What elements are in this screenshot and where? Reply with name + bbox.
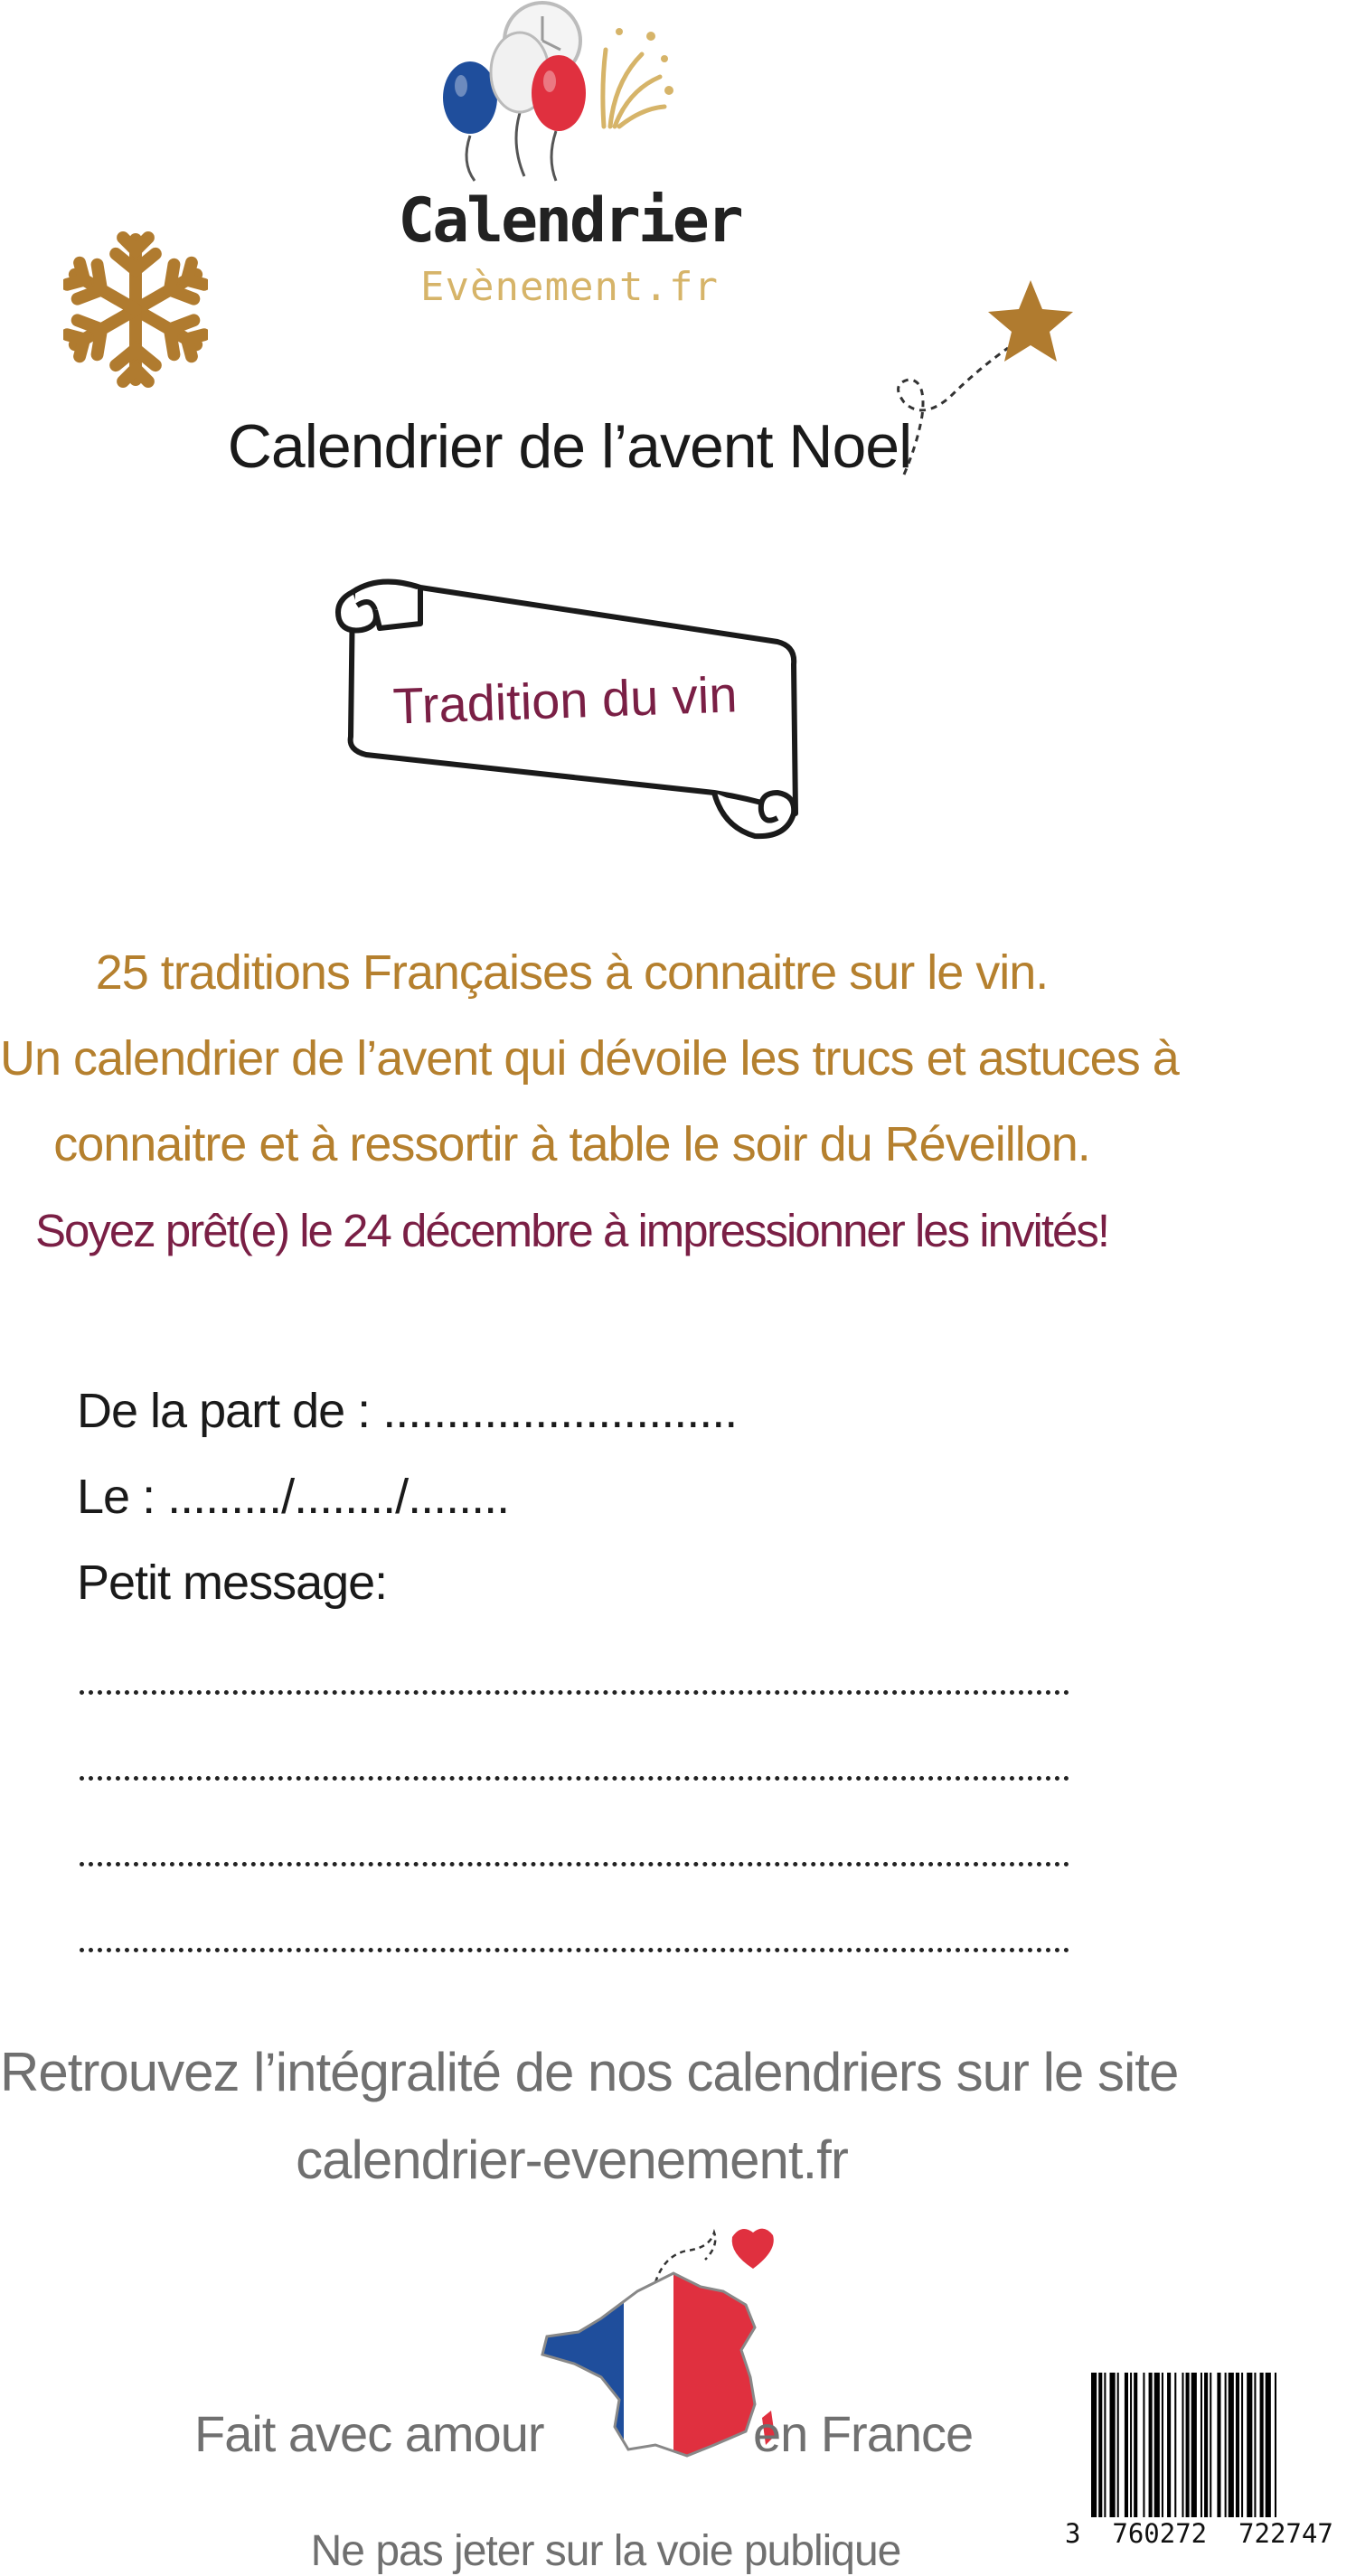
barcode — [1089, 2373, 1356, 2517]
banner-text: Tradition du vin — [391, 665, 739, 735]
intro-line: Un calendrier de l’avent qui dévoile les trucs et astuces à — [0, 1031, 1179, 1086]
message-line — [80, 1862, 1069, 1866]
barcode-digits: 3 760272 722747 — [1065, 2518, 1333, 2549]
message-line — [80, 1948, 1069, 1952]
in-france-text: en France — [753, 2405, 974, 2462]
snowflake-icon — [63, 230, 208, 389]
site-text: Retrouvez l’intégralité de nos calendriers sur le site — [0, 2042, 1179, 2102]
site-url: calendrier-evenement.fr — [296, 2129, 848, 2190]
intro-line: 25 traditions Françaises à connaitre sur le vin. — [95, 945, 1049, 1000]
logo-title: Calendrier — [398, 185, 741, 257]
logo-subtitle: Evènement.fr — [420, 264, 719, 310]
made-with-love-text: Fait avec amour — [194, 2405, 544, 2462]
message-line — [80, 1776, 1069, 1781]
intro-line: connaitre et à ressortir à table le soir du Réveillon. — [53, 1117, 1090, 1171]
main-title: Calendrier de l’avent Noel — [227, 412, 912, 481]
intro-highlight: Soyez prêt(e) le 24 décembre à impressionner les invités! — [34, 1205, 1109, 1256]
date-field: Le : ........./......../........ — [77, 1470, 510, 1524]
message-line — [80, 1690, 1069, 1695]
no-litter-notice: Ne pas jeter sur la voie publique — [310, 2527, 901, 2575]
from-field: De la part de : ............................ — [77, 1384, 738, 1438]
message-label: Petit message: — [77, 1556, 388, 1610]
